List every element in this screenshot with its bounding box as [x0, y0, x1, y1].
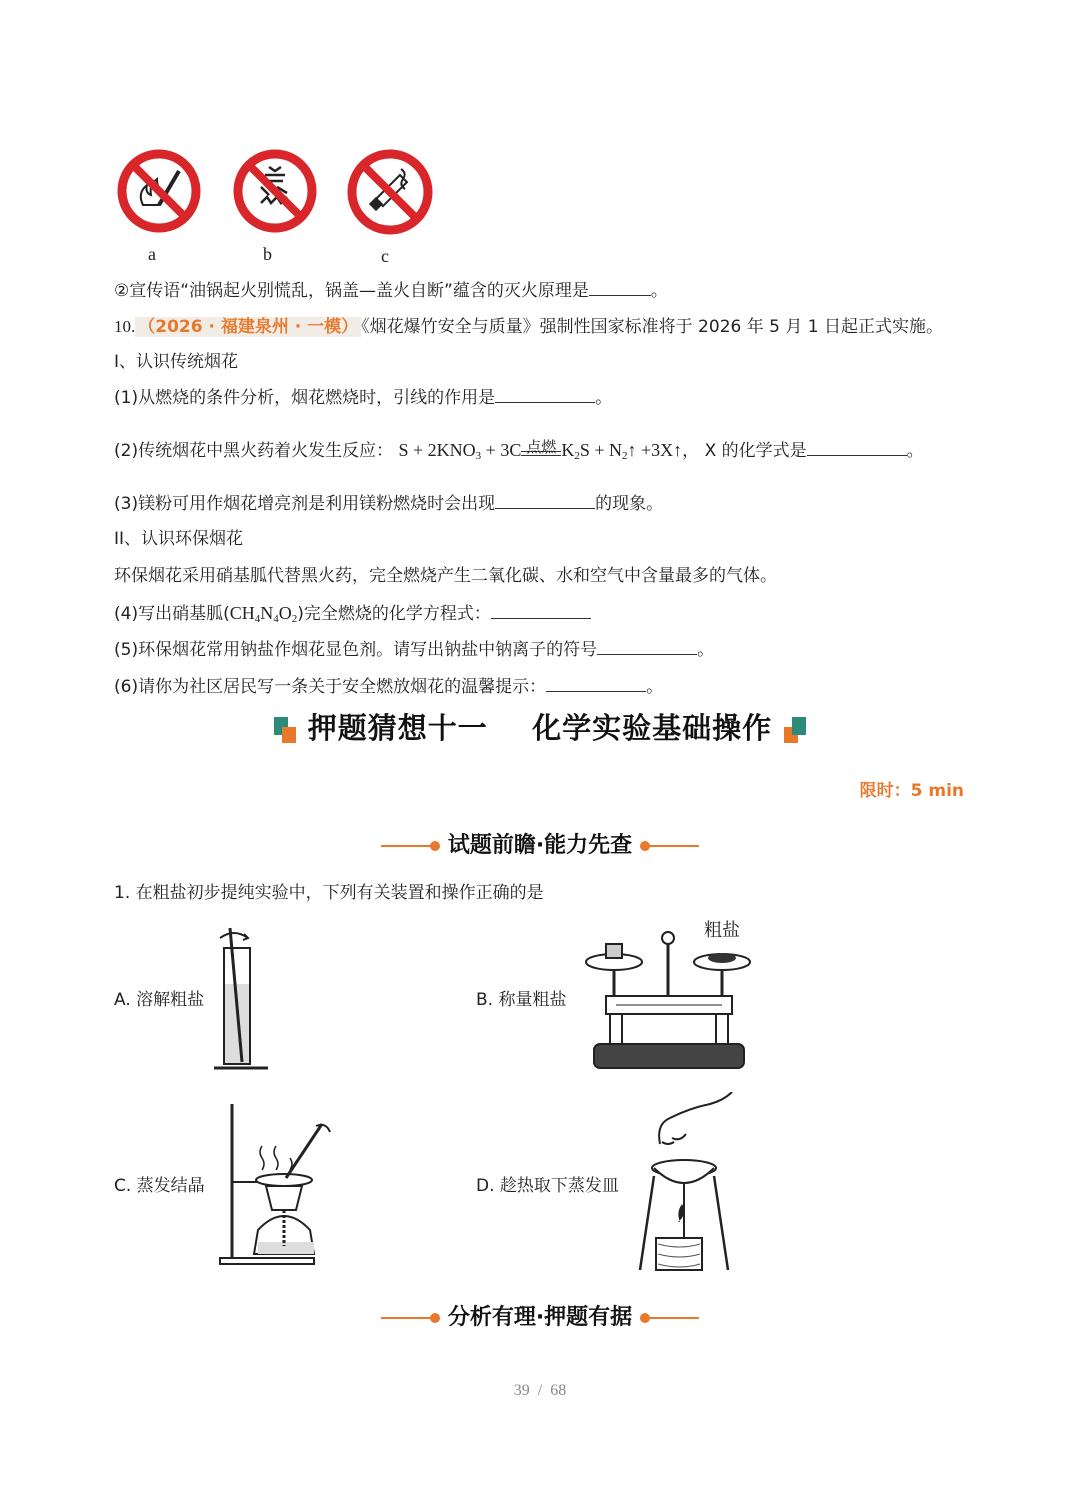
balance-diagram — [580, 926, 760, 1076]
formula: $CH_4N_4O_2$ — [229, 603, 298, 625]
hand-removing-dish-diagram — [632, 1092, 742, 1274]
subsection-2: 分析有理·押题有据 — [0, 1300, 1080, 1331]
answer-blank[interactable] — [589, 279, 651, 296]
time-limit: 限时：5 min — [859, 781, 964, 801]
deco-square-right — [784, 717, 806, 743]
question-1: 1. 在粗盐初步提纯实验中，下列有关装置和操作正确的是 — [114, 883, 544, 903]
q10-1: (1)从燃烧的条件分析，烟花燃烧时，引线的作用是 。 — [114, 388, 613, 408]
answer-blank[interactable] — [546, 675, 646, 692]
q9-part2: ②宣传语“油锅起火别慌乱，锅盖—盖火自断”蕴含的灭火原理是 。 — [114, 281, 668, 301]
answer-blank[interactable] — [597, 638, 697, 655]
q10-5: (5)环保烟花常用钠盐作烟花显色剂。请写出钠盐中钠离子的符号 。 — [114, 640, 715, 660]
subsection-1: 试题前瞻·能力先查 — [0, 828, 1080, 859]
evaporation-diagram — [218, 1100, 348, 1268]
section-title-row — [0, 706, 1080, 747]
q10-3: (3)镁粉可用作烟花增亮剂是利用镁粉燃烧时会出现 的现象。 — [114, 494, 664, 514]
sign-no-fireworks — [231, 147, 319, 235]
part2-heading: II、认识环保烟花 — [114, 529, 244, 549]
sign-label-a: a — [148, 244, 156, 264]
deco-square-left — [274, 717, 296, 743]
option-c-label[interactable]: C. 蒸发结晶 — [114, 1176, 205, 1196]
answer-blank[interactable] — [807, 439, 907, 456]
option-d-label[interactable]: D. 趁热取下蒸发皿 — [476, 1176, 619, 1196]
q10-2: (2)传统烟花中黑火药着火发生反应： $S + 2KNO_3 + 3C$ 点燃 $K_2S$ + $N_2↑$ +3X↑， X 的化学式是 。 — [114, 438, 924, 462]
part2-intro: 环保烟花采用硝基胍代替黑火药，完全燃烧产生二氧化碳、水和空气中含量最多的气体。 — [114, 566, 777, 586]
sign-label-c: c — [381, 246, 389, 266]
option-b-label[interactable]: B. 称量粗盐 — [476, 990, 567, 1010]
answer-blank[interactable] — [495, 492, 595, 509]
sign-no-smoking — [345, 147, 435, 237]
q10-header: 10. （2026 · 福建泉州 · 一模） 《烟花爆竹安全与质量》强制性国家标准将于 2026 年 5 月 1 日起正式实施。 — [114, 317, 943, 337]
q10-6: (6)请你为社区居民写一条关于安全燃放烟花的温馨提示： 。 — [114, 677, 664, 697]
sign-no-fire — [115, 147, 203, 235]
answer-blank[interactable] — [495, 386, 595, 403]
part1-heading: I、认识传统烟花 — [114, 352, 239, 372]
answer-blank[interactable] — [491, 602, 591, 619]
q10-4: (4)写出硝基胍$(CH_4N_4O_2)$完全燃烧的化学方程式： — [114, 601, 591, 631]
page-number: 39 / 68 — [513, 1382, 567, 1399]
cylinder-stirring-diagram — [210, 922, 280, 1074]
option-a-label[interactable]: A. 溶解粗盐 — [114, 990, 205, 1010]
source-tag: （2026 · 福建泉州 · 一模） — [135, 317, 361, 337]
sign-label-b: b — [263, 244, 272, 264]
reaction-equation: $S + 2KNO_3 + 3C$ 点燃 $K_2S$ + $N_2↑$ +3X↑ — [398, 438, 683, 462]
reaction-condition: 点燃 — [521, 455, 561, 456]
salt-label: 粗盐 — [704, 920, 740, 941]
section-title: 押题猜想十一 化学实验基础操作 — [307, 711, 773, 745]
